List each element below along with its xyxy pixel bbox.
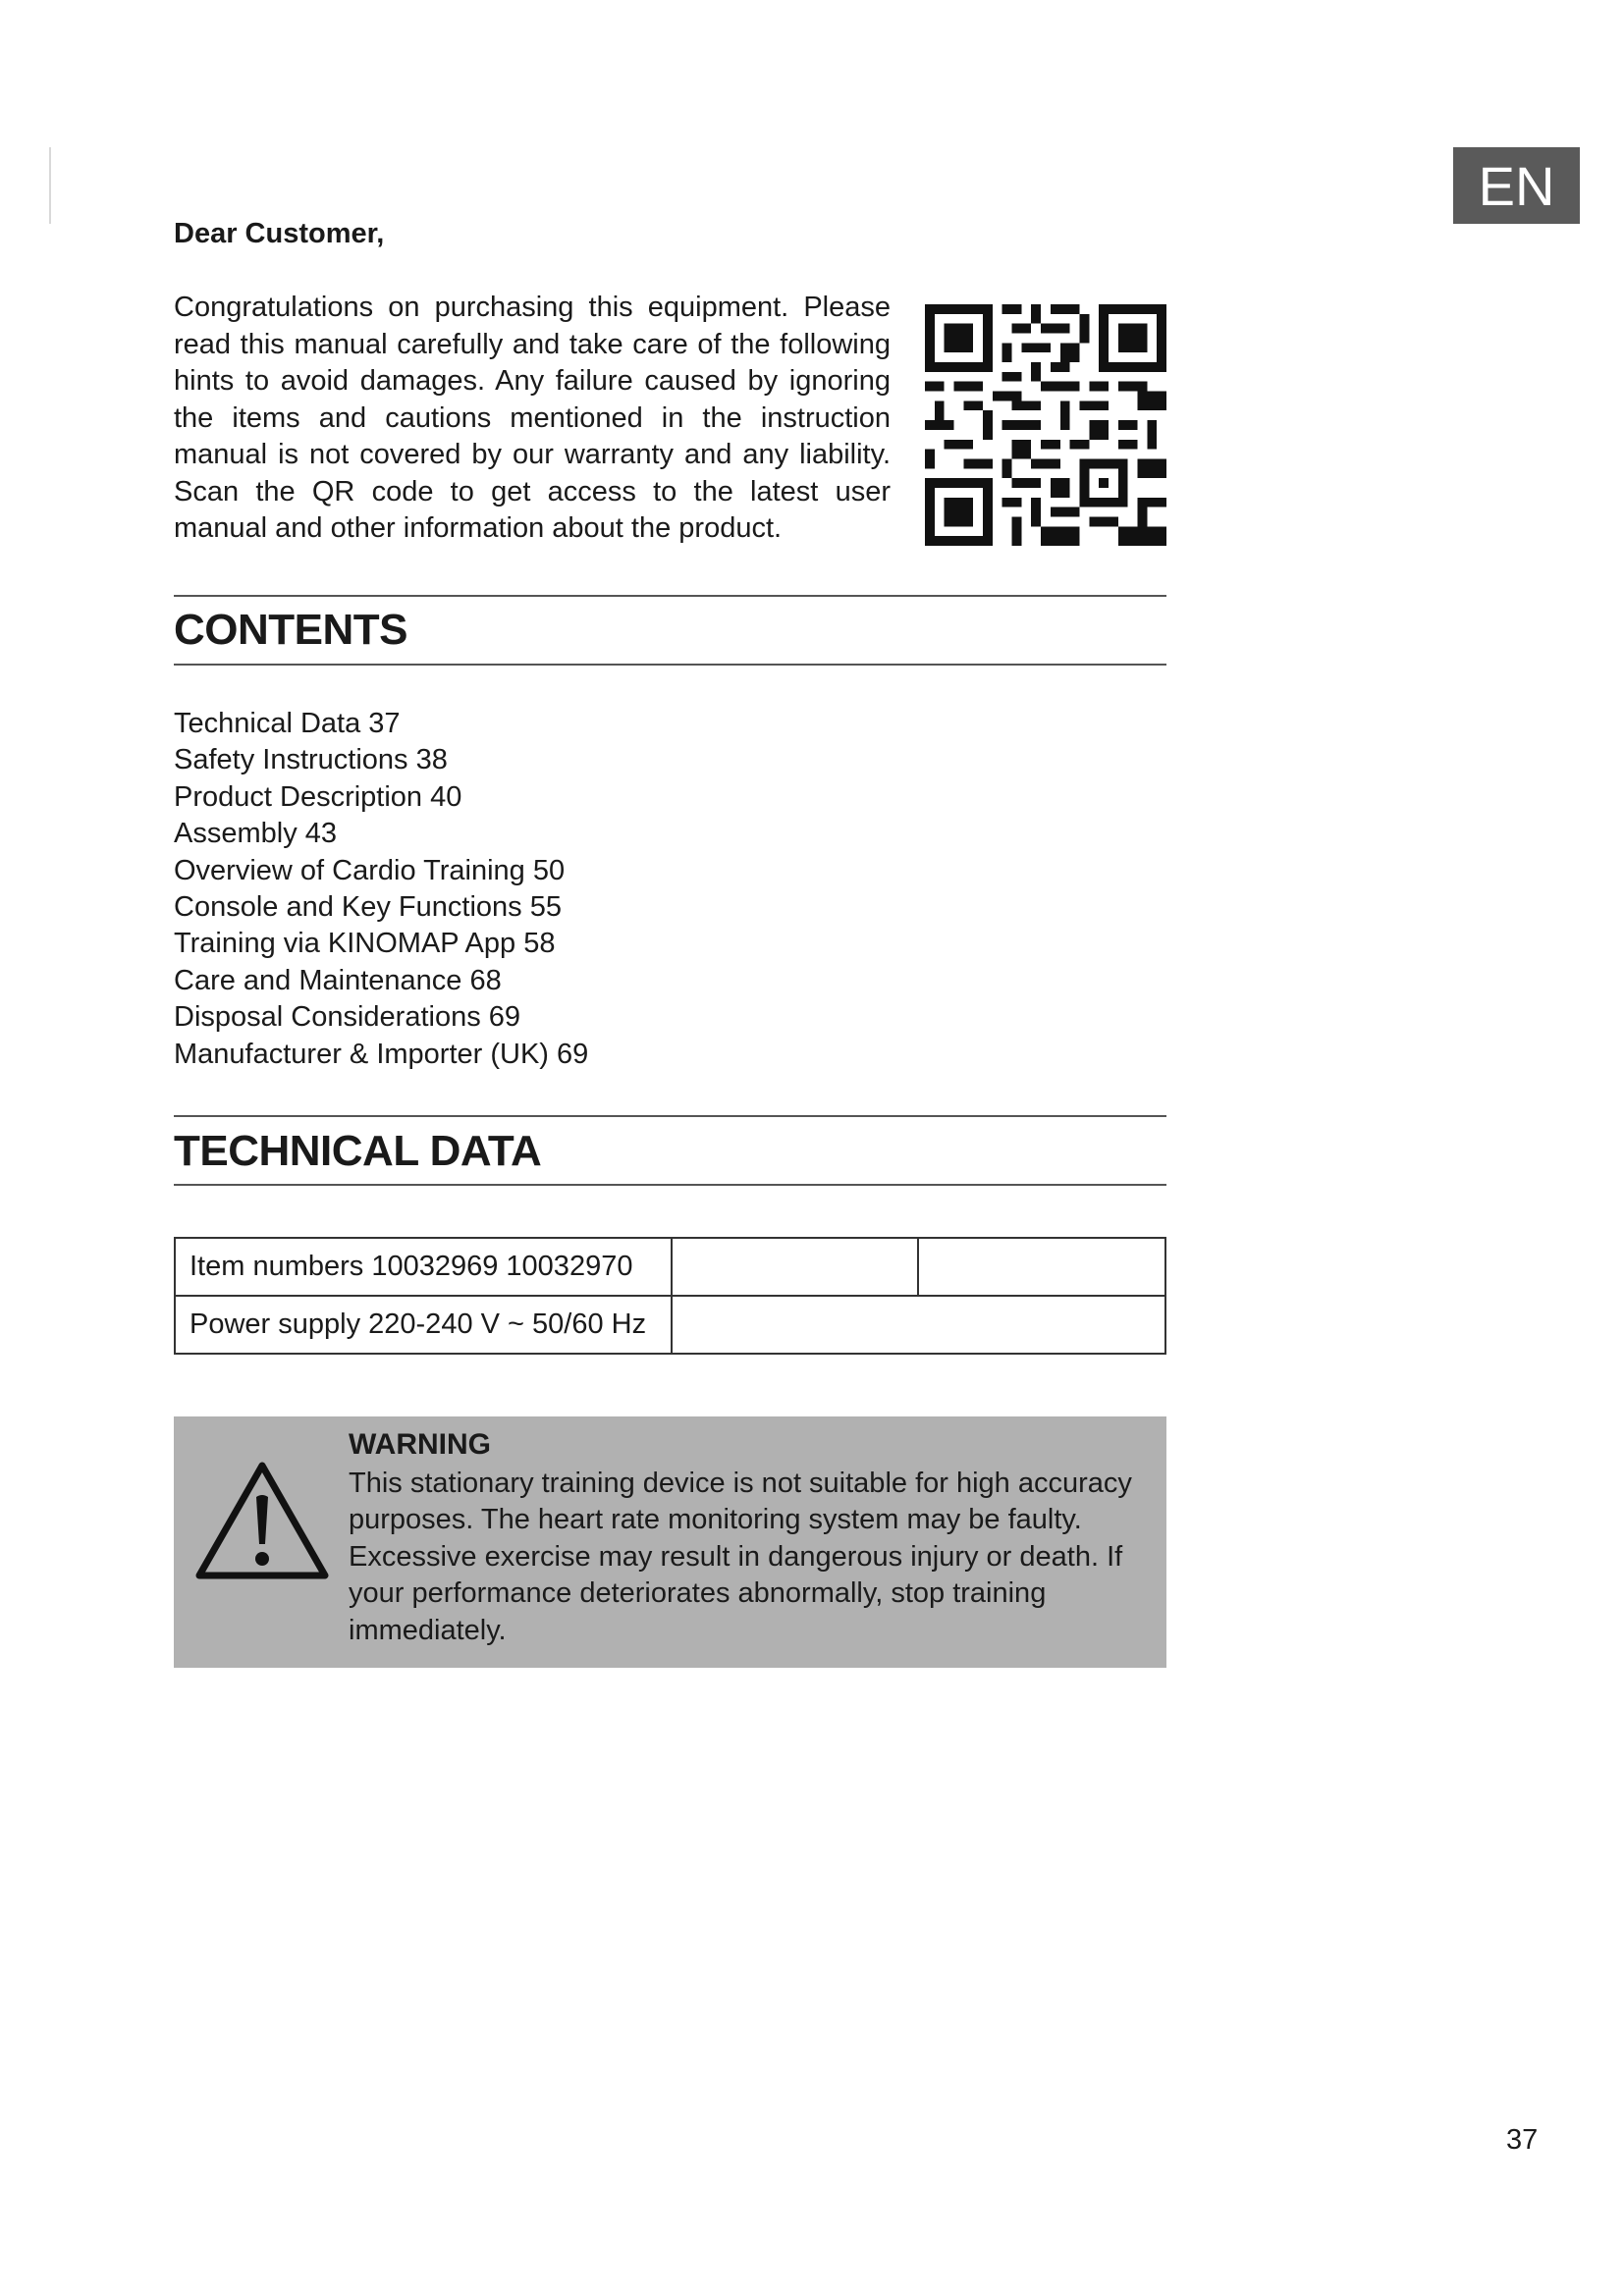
warning-triangle-icon [193,1458,331,1583]
margin-rule [49,147,51,224]
contents-item[interactable]: Product Description 40 [174,780,462,813]
contents-list [174,706,588,1073]
table-cell [918,1238,1165,1296]
contents-item[interactable]: Technical Data 37 [174,708,401,739]
contents-item[interactable]: Care and Maintenance 68 [174,964,502,996]
warning-title: WARNING [349,1428,491,1461]
technical-data-rule-top [174,1115,1166,1117]
intro-paragraph: Congratulations on purchasing this equipment. Please read this manual carefully and take care of the following hints to avoid damages. Any failure caused by ignoring the items and cautions mentioned in the instruction manual is not covered by our warranty and any liability. Scan the QR code to get access to the latest user manual and other information about the product. [174,292,891,544]
warning-box [174,1416,1166,1668]
greeting: Dear Customer, [174,218,385,249]
table-row [175,1296,1165,1354]
table-cell: Power supply 220-240 V ~ 50/60 Hz [175,1296,672,1354]
table-cell [672,1238,918,1296]
technical-data-rule-bottom [174,1184,1166,1186]
contents-item[interactable]: Training via KINOMAP App 58 [174,928,556,960]
contents-item[interactable]: Console and Key Functions 55 [174,891,562,924]
contents-item[interactable]: Overview of Cardio Training 50 [174,854,566,886]
table-cell [672,1296,1165,1354]
contents-item[interactable]: Disposal Considerations 69 [174,1001,521,1034]
table-cell: Item numbers 10032969 10032970 [175,1238,672,1296]
contents-rule-top [174,595,1166,597]
table-row [175,1238,1165,1296]
contents-title: CONTENTS [174,606,407,654]
technical-data-title: TECHNICAL DATA [174,1127,542,1175]
technical-data-table [174,1237,1166,1355]
contents-item[interactable]: Safety Instructions 38 [174,744,448,776]
contents-item[interactable]: Assembly 43 [174,818,338,850]
warning-text: This stationary training device is not suitable for high accuracy purposes. The heart rate monitoring system may be faulty. Excessive exercise may result in dangerous injury or death. If your performance deteriorates abnormally, stop training immediately. [349,1468,1132,1646]
qr-code-icon[interactable] [925,304,1166,546]
contents-item[interactable]: Manufacturer & Importer (UK) 69 [174,1038,589,1070]
contents-rule-bottom [174,664,1166,666]
page-number: 37 [1506,2124,1539,2156]
language-badge: EN [1453,147,1580,224]
